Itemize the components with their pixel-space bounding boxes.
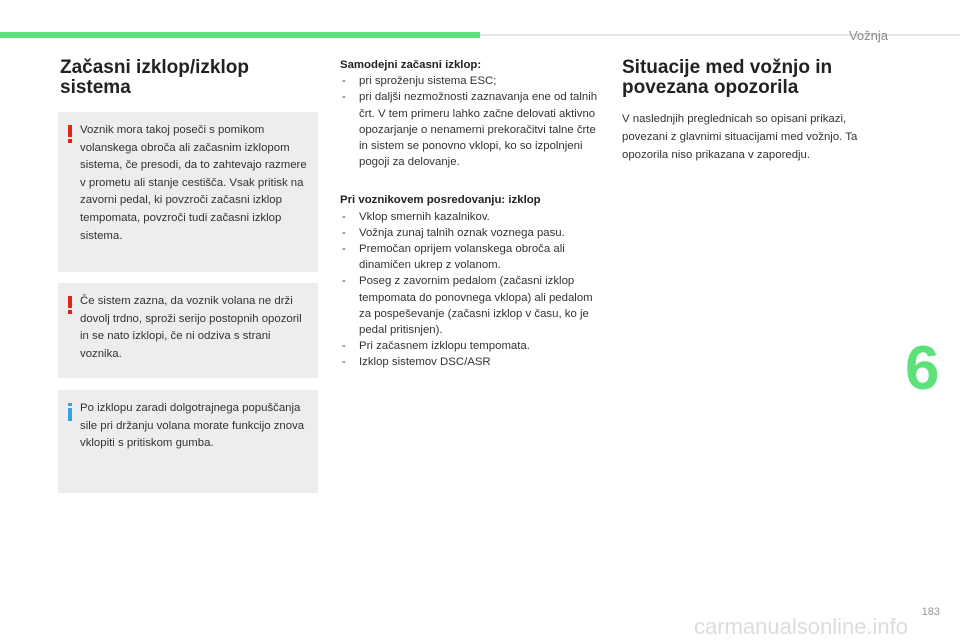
heading-line-2: sistema [60,77,131,98]
list-item: - Premočan oprijem volanskega obroča ali dinamičen ukrep z volanom. [342,243,565,272]
list-item: - Poseg z zavornim pedalom (začasni izklop tempomata do ponovnega vklopa) ali pedalom za pospeševanje (začasni izklop v času, ko je pedal pritisnjen). [342,275,593,337]
list-item: - Pri začasnem izklopu tempomata. [342,340,530,353]
list-item: - Vožnja zunaj talnih oznak voznega pasu. [342,226,565,239]
list-item: - Vklop smernih kazalnikov. [342,210,490,223]
auto-deactivation-list [340,73,602,170]
warning-note-1 [58,112,318,272]
warning-note-1-text: Voznik mora takoj poseči s pomikom volanskega obroča ali začasnim izklopom sistema, če presodi, da to zahtevajo razmere v prometu ali stanje cestišča. Vsak pritisk na zavorni pedal, ki povzroči začasni izklop tempomata, povzroči tudi začasni izklop sistema. [80,124,307,242]
heading-line-1: Začasni izklop/izklop [60,57,249,78]
list-item: - Izklop sistemov DSC/ASR [342,356,491,369]
info-note [58,390,318,493]
warning-exclamation-icon [65,295,75,315]
warning-note-2-text: Če sistem zazna, da voznik volana ne drži dovolj trdno, sproži serijo postopnih opozoril in se nato izklopi, če ni odziva s strani voznika. [80,295,302,360]
info-i-icon [65,402,75,422]
auto-deactivation-title: Samodejni začasni izklop: [340,59,482,71]
heading-line-2: povezana opozorila [622,77,799,98]
driver-intervention-title: Pri voznikovem posredovanju: izklop [340,194,541,207]
watermark-logo [0,610,960,640]
svg-text:carmanualsonline.info: carmanualsonline.info [694,614,909,639]
list-item: - pri sproženju sistema ESC; [342,75,497,88]
heading-driving-situations [622,58,872,98]
warning-note-2 [58,283,318,378]
page-number: 183 [921,606,940,618]
situations-intro-text: V naslednjih preglednicah so opisani prikazi, povezani z glavnimi situacijami med vožnjo. Ta opozorila niso prikazana v zaporedju. [622,113,858,161]
section-title: Vožnja [848,28,888,43]
list-item: - pri daljši nezmožnosti zaznavanja ene od talnih črt. V tem primeru lahko začne delovati aktivno opozarjanje o nenamerni prekoračitvi talne črte in sistem se ponovno vklopi, ko so izpolnjeni pogoji za delovanje. [342,91,598,169]
info-note-text: Po izklopu zaradi dolgotrajnega popuščanja sile pri držanju volana morate funkcijo znova vklopiti s pritiskom gumba. [80,402,305,450]
header-rule [480,34,960,36]
deactivation-conditions [340,57,602,371]
driver-intervention-list [340,209,602,371]
heading-temporary-deactivation [60,58,320,98]
heading-line-1: Situacije med vožnjo in [622,57,833,78]
warning-exclamation-icon [65,124,75,144]
chapter-number: 6 [905,334,940,403]
chapter-color-bar [0,32,480,38]
